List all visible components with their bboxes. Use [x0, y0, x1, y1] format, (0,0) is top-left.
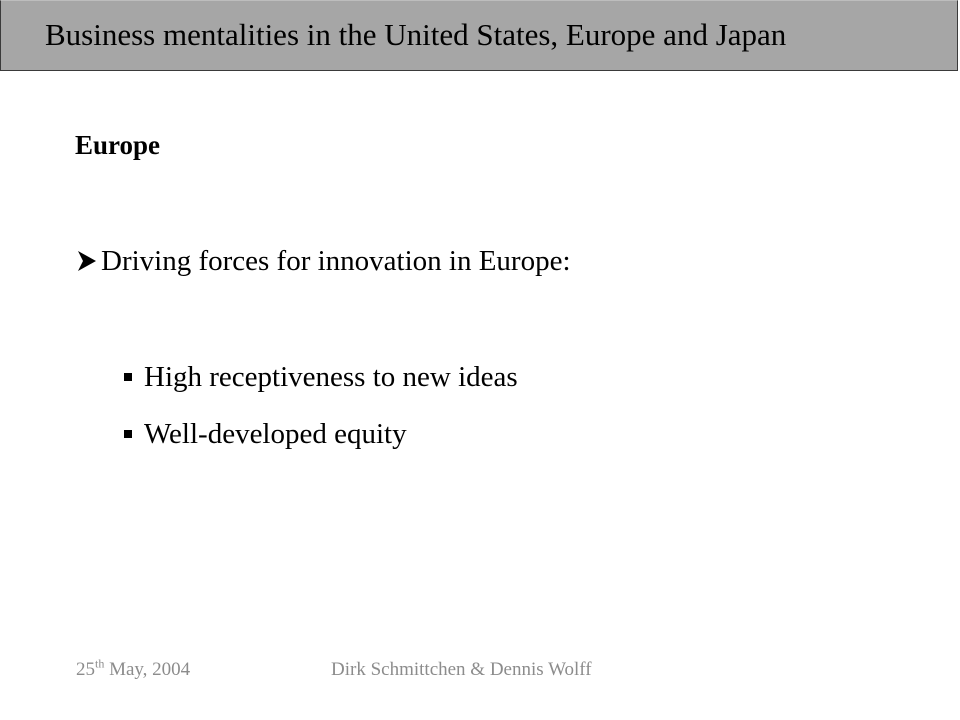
sub-bullet — [124, 360, 518, 394]
square-bullet-icon — [124, 373, 132, 381]
date-rest: May, 2004 — [104, 659, 191, 680]
section-heading: Europe — [75, 130, 161, 160]
main-bullet — [75, 244, 571, 278]
sub-bullet-text: Well-developed equity — [144, 418, 407, 450]
footer-date — [76, 658, 190, 682]
footer-authors: Dirk Schmittchen & Dennis Wolff — [331, 659, 592, 680]
title-bar — [0, 0, 958, 71]
square-bullet-icon — [124, 430, 132, 438]
date-suffix: th — [95, 656, 105, 671]
date-day: 25 — [76, 659, 95, 680]
main-bullet-text: Driving forces for innovation in Europe: — [101, 245, 571, 277]
sub-bullet-text: High receptiveness to new ideas — [144, 361, 518, 393]
slide-title: Business mentalities in the United States, Europe and Japan — [45, 17, 787, 52]
arrow-bullet-icon — [75, 248, 99, 274]
sub-bullet — [124, 417, 407, 451]
